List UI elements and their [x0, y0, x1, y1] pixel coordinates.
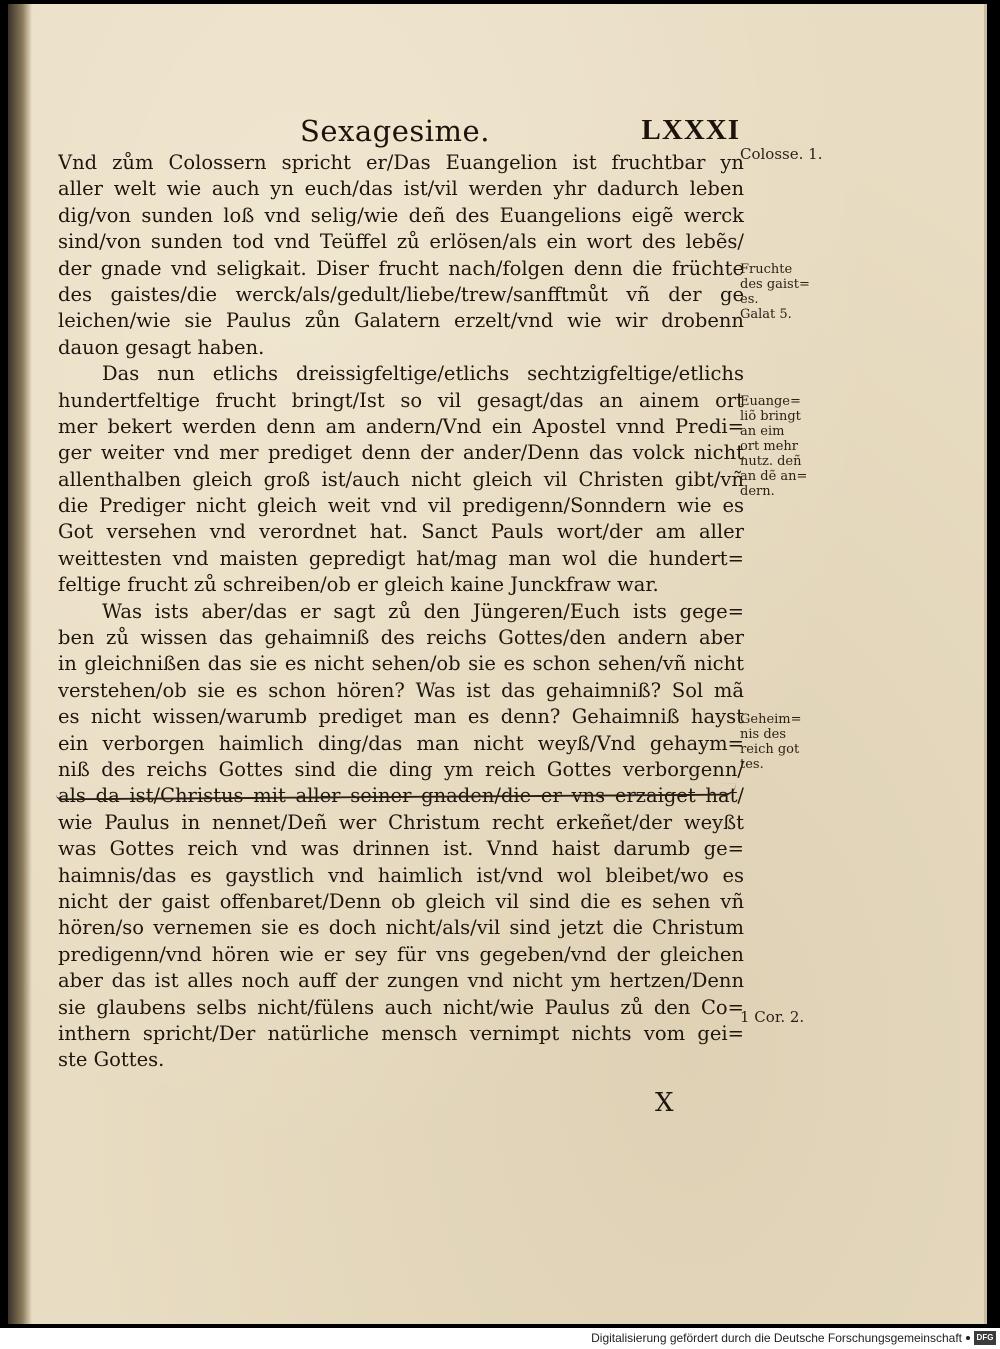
digitization-footer: [0, 1328, 1000, 1349]
dfg-logo-icon: DFG: [974, 1331, 996, 1345]
gloss-line: dern.: [740, 484, 775, 499]
text-line: haimnis/das es gaystlich vnd haimlich ist/vnd wol bleibet/wo es: [58, 863, 744, 887]
text-line: Was ists aber/das er sagt zů den Jüngeren/Euch ists gege=: [102, 599, 744, 623]
gloss-line: es.: [740, 292, 759, 307]
gloss-line: Geheim=: [740, 712, 802, 727]
main-text-block: [58, 150, 744, 1074]
text-line: ste Gottes.: [58, 1048, 165, 1072]
text-line: inthern spricht/Der natürliche mensch vernimpt nichts vom gei=: [58, 1021, 744, 1045]
text-line: Got versehen vnd verordnet hat. Sanct Pauls wort/der am aller: [58, 520, 744, 544]
margin-gloss-colosse: [740, 145, 823, 163]
margin-gloss-corinthians: [740, 1010, 820, 1025]
gloss-line: reich got: [740, 742, 800, 757]
text-line: des gaistes/die werck/als/gedult/liebe/trew/sanfftmůt vñ der ge: [58, 282, 744, 306]
gloss-line: ort mehr: [740, 439, 799, 454]
gloss-line: tes.: [740, 757, 764, 772]
text-line: predigenn/vnd hören wie er sey für vns gegeben/vnd der gleichen: [58, 942, 744, 966]
text-line: hören/so vernemen sie es doch nicht/als/vil sind jetzt die Christum: [58, 916, 744, 940]
text-line: aller welt wie auch yn euch/das ist/vil werden yhr dadurch leben: [58, 177, 744, 201]
text-line: wie Paulus in nennet/Deñ wer Christum recht erkeñet/der weyßt: [58, 810, 744, 834]
text-line: sie glaubens selbs nicht/fülens auch nicht/wie Paulus zů den Co=: [58, 995, 744, 1019]
text-line: Vnd zům Colossern spricht er/Das Euangelion ist fruchtbar yn: [58, 151, 744, 174]
margin-gloss-euangelion: [740, 394, 820, 499]
text-line: ein verborgen haimlich ding/das man nicht weyß/Vnd gehaym=: [58, 731, 744, 755]
page-gutter-shadow: [8, 4, 32, 1324]
text-line: feltige frucht zů schreiben/ob er gleich kaine Junckfraw war.: [58, 573, 659, 597]
gloss-line: 1 Cor. 2.: [740, 1008, 805, 1026]
text-line: weittesten vnd maisten gepredigt hat/mag man wol die hundert=: [58, 546, 744, 570]
running-title: Sexagesime.: [300, 114, 490, 148]
folio-number: LXXXI: [641, 114, 740, 146]
gloss-line: nutz. deñ: [740, 454, 802, 469]
text-line: verstehen/ob sie es schon hören? Was ist das gehaimniß? Sol mã: [58, 678, 744, 702]
text-line: was Gottes reich vnd was drinnen ist. Vnnd haist darumb ge=: [58, 837, 744, 861]
text-line: niß des reichs Gottes sind die ding ym reich Gottes verborgenn/: [58, 757, 744, 781]
gloss-line: an eim: [740, 424, 785, 439]
gloss-line: nis des: [740, 727, 787, 742]
text-line: hundertfeltige frucht bringt/Ist so vil gesagt/das an ainem ort: [58, 388, 744, 412]
text-line: sind/von sunden tod vnd Teüffel zů erlösen/als ein wort des lebẽs/: [58, 230, 744, 254]
gloss-line: Galat 5.: [740, 307, 792, 322]
text-line: dauon gesagt haben.: [58, 335, 265, 359]
text-line: allenthalben gleich groß ist/auch nicht gleich vil Christen gibt/vñ: [58, 467, 744, 491]
text-line: ger weiter vnd mer prediget denn der ander/Denn das volck nicht: [58, 441, 744, 465]
text-line: nicht der gaist offenbaret/Denn ob gleich vil sind die es sehen vñ: [58, 889, 744, 913]
text-line: der gnade vnd seligkait. Diser frucht nach/folgen denn die früchte: [58, 256, 744, 280]
gloss-line: Fruchte: [740, 262, 793, 277]
gloss-line: an dẽ an=: [740, 469, 808, 484]
text-line: ben zů wissen das gehaimniß des reichs Gottes/den andern aber: [58, 626, 744, 650]
text-line: als da ist/Christus mit aller seiner gnaden/die er vns erzaiget hat/: [58, 784, 744, 808]
text-line: dig/von sunden loß vnd selig/wie deñ des Euangelions eigẽ werck: [58, 203, 744, 227]
text-line: mer bekert werden denn am andern/Vnd ein Apostel vnnd Predi=: [58, 414, 744, 438]
margin-gloss-fruchte: [740, 262, 820, 322]
gloss-line: Euange=: [740, 394, 801, 409]
gloss-line: Colosse. 1.: [740, 145, 823, 163]
text-line: aber das ist alles noch auff der zungen vnd nicht ym hertzen/Denn: [58, 969, 744, 993]
text-line: die Prediger nicht gleich weit vnd vil predigenn/Sonndern wie es: [58, 494, 744, 518]
footer-separator-dot: [966, 1336, 970, 1340]
text-line: leichen/wie sie Paulus zůn Galatern erzelt/vnd wie wir drobenn: [58, 309, 744, 333]
margin-gloss-geheimnis: [740, 712, 820, 772]
footer-credit: Digitalisierung gefördert durch die Deutsche Forschungsgemeinschaft: [591, 1331, 962, 1345]
gloss-line: liõ bringt: [740, 409, 801, 424]
page-header: [300, 114, 740, 154]
gloss-line: des gaist=: [740, 277, 810, 292]
text-line: es nicht wissen/warumb prediget man es denn? Gehaimniß hayst: [58, 705, 744, 729]
text-line: Das nun etlichs dreissigfeltige/etlichs sechtzigfeltige/etlichs: [102, 362, 744, 386]
text-line: in gleichnißen das sie es nicht sehen/ob sie es schon sehen/vñ nicht: [58, 652, 744, 676]
signature-mark: X: [655, 1088, 674, 1118]
